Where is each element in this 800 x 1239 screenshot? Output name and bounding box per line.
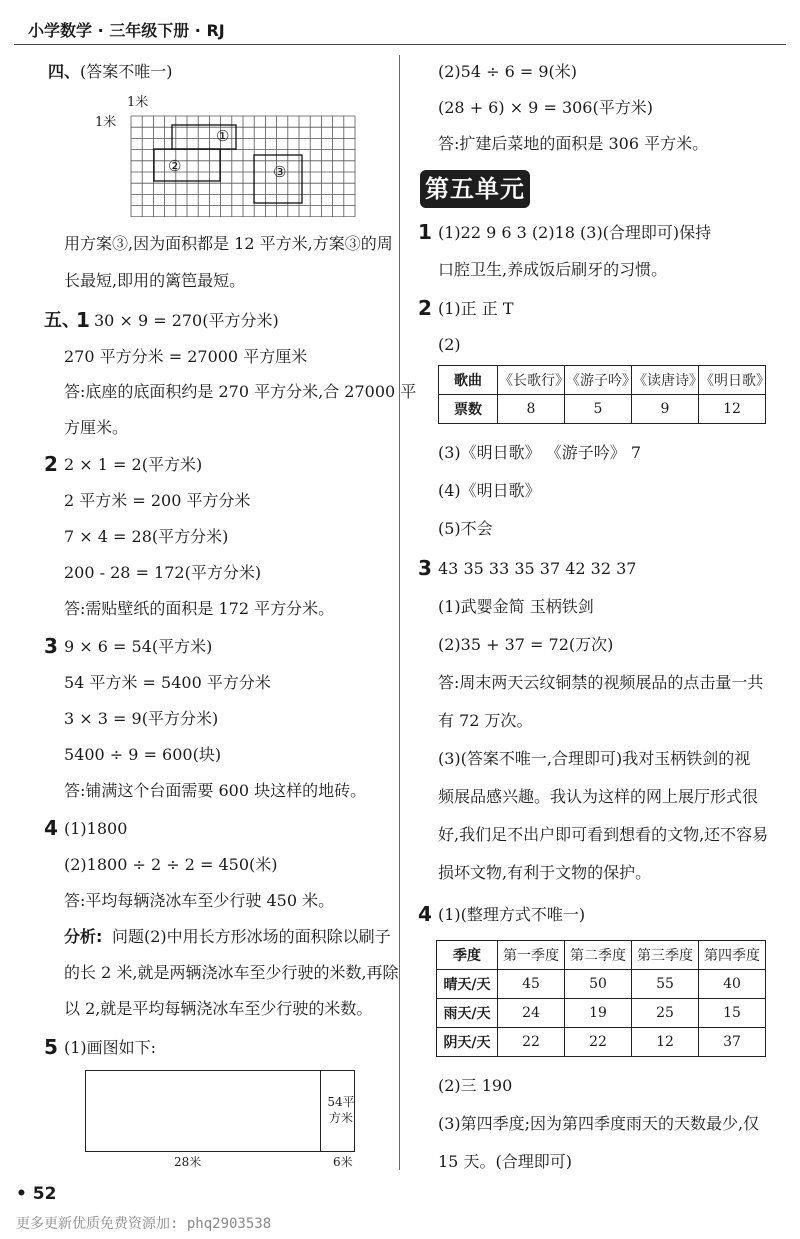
votes-table: [438, 365, 770, 424]
q5-3-line: 9 × 6 = 54(平方米): [64, 637, 213, 656]
r3-line: 好,我们足不出户即可看到想看的文物,还不容易: [438, 825, 769, 844]
r3-line: 损坏文物,有利于文物的保护。: [438, 863, 652, 882]
table-cell: 50: [565, 970, 632, 999]
grid-label-top: 1米: [127, 95, 149, 110]
figure-area-label: 54平方米: [327, 1095, 355, 1125]
q5-2-num: 2: [44, 452, 58, 476]
grid-figure: [130, 115, 356, 217]
r4-num: 4: [418, 902, 432, 926]
table-cell: 《游子吟》: [565, 366, 632, 395]
figure-length-6: 6米: [333, 1155, 353, 1169]
plan3-label: ③: [273, 163, 287, 181]
table-cell: 《读唐诗》: [632, 366, 699, 395]
table-cell: 第二季度: [565, 941, 632, 970]
q5-1-line: 270 平方分米 = 27000 平方厘米: [64, 347, 308, 366]
q4-heading: 四、: [48, 62, 81, 81]
table-row: [437, 999, 766, 1028]
table-cell: 歌曲: [439, 366, 498, 395]
q5-2-line: 答:需贴壁纸的面积是 172 平方分米。: [64, 599, 335, 618]
q4-answer-line: 长最短,即用的篱笆最短。: [64, 271, 246, 290]
q5-2-line: 200 - 28 = 172(平方分米): [64, 563, 262, 582]
analysis-line: 的长 2 米,就是两辆浇冰车至少行驶的米数,再除: [64, 963, 399, 982]
table-cell: 雨天/天: [437, 999, 498, 1028]
table-cell: 12: [632, 1028, 699, 1057]
table-cell: 5: [565, 395, 632, 424]
r2-line: (2): [438, 335, 461, 354]
r3-line: (1)武婴金简 玉柄铁剑: [438, 597, 594, 616]
table-cell: 8: [498, 395, 565, 424]
q5-2-line: 2 平方米 = 200 平方分米: [64, 491, 251, 510]
q5-4-line: (1)1800: [64, 819, 128, 838]
table-cell: 37: [699, 1028, 766, 1057]
table-cell: 19: [565, 999, 632, 1028]
q5-3-line: 答:铺满这个台面需要 600 块这样的地砖。: [64, 781, 367, 800]
q5-3-line: 54 平方米 = 5400 平方分米: [64, 673, 271, 692]
table-cell: 第四季度: [699, 941, 766, 970]
table-cell: 45: [498, 970, 565, 999]
rectangle-divider: [320, 1070, 321, 1152]
q5-1-line: 答:底座的底面积约是 270 平方分米,合 27000 平: [64, 382, 417, 401]
q5-2-line: 7 × 4 = 28(平方分米): [64, 527, 229, 546]
q4-note: (答案不唯一): [80, 62, 173, 81]
r1-line: 口腔卫生,养成饭后刷牙的习惯。: [438, 260, 668, 279]
r4-line: (1)(整理方式不唯一): [438, 905, 586, 924]
analysis-label: 分析:: [64, 927, 103, 946]
q4-answer-line: 用方案③,因为面积都是 12 平方米,方案③的周: [64, 234, 393, 253]
r4-line: (3)第四季度;因为第四季度雨天的天数最少,仅: [438, 1114, 760, 1133]
table-row: [439, 395, 766, 424]
q5-5-line: (1)画图如下:: [64, 1038, 157, 1057]
table-row: [437, 941, 766, 970]
r2-num: 2: [418, 296, 432, 320]
watermark-text: 更多更新优质免费资源加: phq2903538: [16, 1216, 272, 1232]
r2-line: (3)《明日歌》 《游子吟》 7: [438, 443, 642, 462]
table-cell: 9: [632, 395, 699, 424]
r3-line: 有 72 万次。: [438, 711, 533, 730]
r3-line: 答:周末两天云纹铜禁的视频展品的点击量一共: [438, 673, 764, 692]
q5-1-line: 方厘米。: [64, 418, 129, 437]
r2-line: (5)不会: [438, 519, 493, 538]
r3-line: (3)(答案不唯一,合理即可)我对玉柄铁剑的视: [438, 749, 751, 768]
q5-1-line: 30 × 9 = 270(平方分米): [94, 311, 279, 330]
cont-line: (28 + 6) × 9 = 306(平方米): [438, 98, 653, 117]
r3-num: 3: [418, 556, 432, 580]
unit-title-banner: 第五单元: [420, 170, 530, 208]
page-header: [14, 10, 786, 45]
r3-line: 43 35 33 35 37 42 32 37: [438, 559, 637, 578]
table-cell: 《明日歌》: [699, 366, 766, 395]
q5-1-num: 1: [76, 308, 90, 332]
table-cell: 22: [498, 1028, 565, 1057]
q5-3-line: 5400 ÷ 9 = 600(块): [64, 745, 222, 764]
cont-line: (2)54 ÷ 6 = 9(米): [438, 62, 578, 81]
r4-line: (2)三 190: [438, 1076, 513, 1095]
table-cell: 季度: [437, 941, 498, 970]
table-cell: 第一季度: [498, 941, 565, 970]
table-cell: 晴天/天: [437, 970, 498, 999]
analysis-line: 以 2,就是平均每辆浇冰车至少行驶的米数。: [64, 999, 373, 1018]
r3-line: 频展品感兴趣。我认为这样的网上展厅形式很: [438, 787, 759, 806]
table-cell: 25: [632, 999, 699, 1028]
q5-4-line: 答:平均每辆浇冰车至少行驶 450 米。: [64, 891, 335, 910]
q5-4-line: (2)1800 ÷ 2 ÷ 2 = 450(米): [64, 855, 278, 874]
column-divider: [399, 55, 400, 1170]
grid-label-left: 1米: [95, 115, 117, 130]
r1-num: 1: [418, 220, 432, 244]
plan2-label: ②: [168, 157, 182, 175]
cont-line: 答:扩建后菜地的面积是 306 平方米。: [438, 134, 709, 153]
r3-line: (2)35 + 37 = 72(万次): [438, 635, 614, 654]
q5-heading: 五、: [44, 310, 80, 331]
table-cell: 票数: [439, 395, 498, 424]
r4-line: 15 天。(合理即可): [438, 1152, 572, 1171]
figure-length-28: 28米: [174, 1155, 202, 1169]
q5-4-num: 4: [44, 816, 58, 840]
plan1-label: ①: [216, 127, 230, 145]
rectangle-figure: [85, 1070, 355, 1152]
q5-3-num: 3: [44, 634, 58, 658]
q5-3-line: 3 × 3 = 9(平方分米): [64, 709, 219, 728]
weather-table: [436, 940, 766, 1057]
table-row: [439, 366, 766, 395]
table-cell: 40: [699, 970, 766, 999]
analysis-line: 问题(2)中用长方形冰场的面积除以刷子: [112, 927, 391, 946]
header-title: 小学数学 · 三年级下册 · RJ: [28, 21, 225, 40]
table-cell: 24: [498, 999, 565, 1028]
r2-line: (1)正 正 T: [438, 299, 514, 318]
table-cell: 15: [699, 999, 766, 1028]
table-row: [437, 1028, 766, 1057]
r1-line: (1)22 9 6 3 (2)18 (3)(合理即可)保持: [438, 223, 712, 242]
page-number: • 52: [16, 1184, 57, 1204]
table-cell: 《长歌行》: [498, 366, 565, 395]
table-cell: 55: [632, 970, 699, 999]
table-cell: 第三季度: [632, 941, 699, 970]
table-cell: 阴天/天: [437, 1028, 498, 1057]
table-row: [437, 970, 766, 999]
table-cell: 22: [565, 1028, 632, 1057]
q5-5-num: 5: [44, 1035, 58, 1059]
r2-line: (4)《明日歌》: [438, 481, 541, 500]
q5-2-line: 2 × 1 = 2(平方米): [64, 455, 203, 474]
table-cell: 12: [699, 395, 766, 424]
